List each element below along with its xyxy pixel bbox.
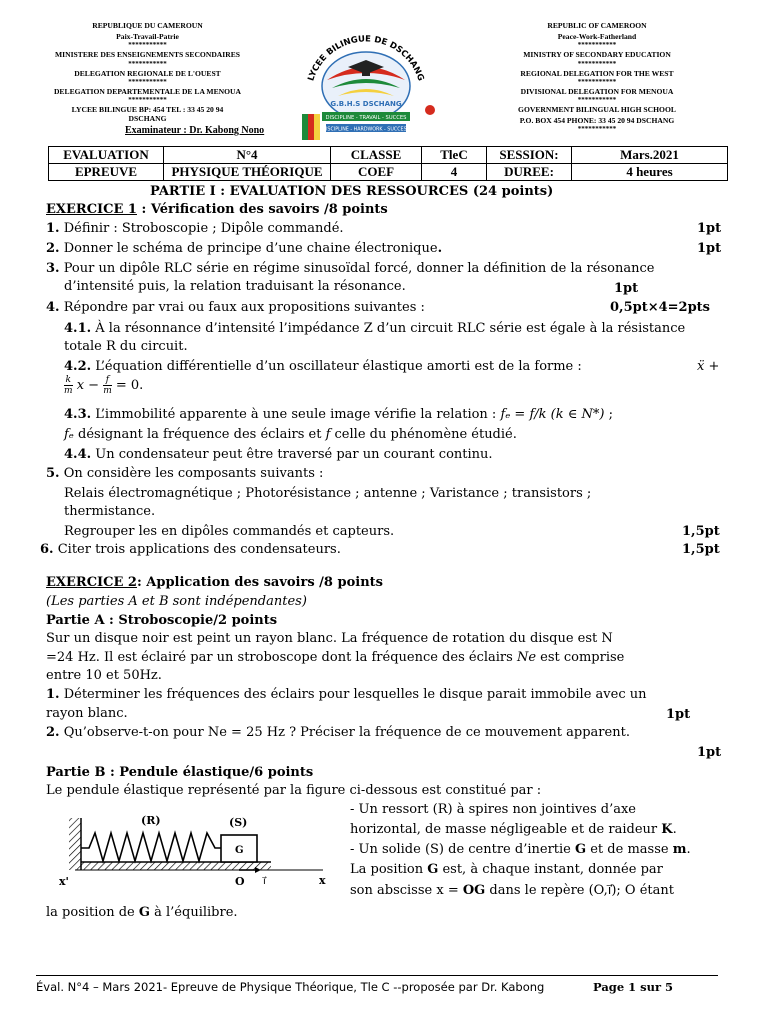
question-text: Qu’observe-t-on pour Ne = 25 Hz ? Préciser la fréquence de ce mouvement apparent.	[59, 725, 630, 740]
fraction-numerator: k	[65, 375, 71, 385]
equation-start: ẍ +	[697, 359, 720, 374]
fraction-k-over-m	[64, 375, 73, 396]
question-number: 4.1.	[64, 321, 92, 336]
symbol-g: G	[138, 905, 150, 920]
center-of-mass-label: G	[235, 845, 244, 856]
header-separator: ***********	[128, 77, 167, 86]
table-cell: SESSION:	[487, 147, 572, 164]
wall-hatching	[69, 818, 81, 870]
exercise-1-heading	[46, 201, 724, 219]
exercise-2-heading	[46, 574, 724, 592]
question-3-line-2: d’intensité puis, la relation traduisant la résonance.	[64, 279, 406, 294]
header-separator: ***********	[577, 41, 617, 50]
logo-ornament	[425, 105, 435, 115]
question-text: On considère les composants suivants :	[59, 466, 324, 481]
equation-end: = 0.	[115, 378, 144, 393]
differential-equation	[64, 375, 143, 396]
part-b-line-4	[350, 861, 724, 879]
header-line: LYCEE BILINGUE BP: 454 TEL : 33 45 20 94	[71, 105, 224, 115]
relation-formula: fₑ = f/k (k ∈ N*)	[500, 407, 605, 422]
section-title: PARTIE I : EVALUATION DES RESSOURCES (24 points)	[150, 184, 554, 199]
table-row	[49, 147, 728, 164]
question-text: Définir : Stroboscopie ; Dipôle commandé.	[59, 221, 344, 236]
logo-acronym: G.B.H.S DSCHANG	[330, 100, 402, 108]
question-4-4	[64, 446, 724, 464]
question-text: ;	[604, 407, 613, 422]
unit-vector-label: i⃗	[263, 876, 266, 887]
question-text: Un condensateur peut être traversé par un courant continu.	[91, 447, 493, 462]
points-badge: 1pt	[614, 281, 639, 296]
paragraph-text: La position	[350, 862, 428, 877]
points-badge: 1pt	[697, 221, 722, 236]
axis-left-label: x'	[59, 875, 69, 888]
graduation-cap-base	[362, 71, 370, 76]
table-cell: PHYSIQUE THÉORIQUE	[164, 164, 331, 181]
header-line: DIVISIONAL DELEGATION FOR MENOUA	[520, 86, 674, 96]
question-text: L’équation différentielle d’un oscillateur élastique amorti est de la forme :	[91, 359, 582, 374]
header-line: REPUBLIQUE DU CAMEROUN	[92, 21, 203, 30]
paragraph-text: son abscisse x =	[350, 883, 463, 898]
symbol-f: f	[325, 427, 331, 442]
question-4-3-line-2	[64, 426, 724, 444]
part-b-line-1: - Un ressort (R) à spires non jointives d’axe	[350, 802, 636, 817]
header-right	[482, 20, 712, 133]
paragraph-text: .	[672, 822, 677, 837]
paragraph-text: .	[686, 842, 691, 857]
question-5-components: Relais électromagnétique ; Photorésistance ; antenne ; Varistance ; transistors ;	[64, 486, 592, 501]
spring	[81, 833, 221, 861]
question-2	[46, 240, 724, 258]
exercise-note: (Les parties A et B sont indépendantes)	[46, 594, 307, 609]
question-text: À la résonnance d’intensité l’impédance Z d’un circuit RLC série est égale à la résistance	[91, 321, 686, 336]
fraction-denominator: m	[64, 386, 73, 396]
table-cell: Mars.2021	[572, 147, 728, 164]
part-b-line-6	[46, 904, 724, 922]
footer-divider	[36, 975, 718, 976]
header-line: DELEGATION REGIONALE DE L'OUEST	[74, 68, 221, 78]
question-text: L’immobilité apparente à une seule image vérifie la relation :	[91, 407, 501, 422]
flag-stripe-green	[302, 114, 308, 140]
points-badge: 1pt	[697, 241, 722, 256]
question-4-3	[64, 406, 724, 424]
question-number: 2.	[46, 241, 60, 256]
points-badge: 1pt	[697, 745, 722, 760]
logo-motto-fr: DISCIPLINE - TRAVAIL - SUCCES	[325, 115, 407, 121]
table-cell: 4	[422, 164, 487, 181]
header-line: DELEGATION DEPARTEMENTALE DE LA MENOUA	[53, 86, 242, 96]
question-1	[46, 220, 724, 238]
table-row	[49, 164, 728, 181]
header-separator: ***********	[128, 59, 167, 68]
question-number: 6.	[40, 542, 54, 557]
question-5-components-2: thermistance.	[64, 504, 156, 519]
header-line: Paix-Travail-Patrie	[116, 32, 179, 42]
paragraph-text: - Un solide (S) de centre d’inertie	[350, 842, 575, 857]
question-number: 4.3.	[64, 407, 92, 422]
paragraph-text: est, à chaque instant, donnée par	[438, 862, 663, 877]
points-badge: 1pt	[666, 707, 691, 722]
header-line: GOVERNMENT BILINGUAL HIGH SCHOOL	[518, 105, 676, 115]
part-b-intro: Le pendule élastique représenté par la figure ci-dessous est constitué par :	[46, 783, 542, 798]
header-line: Peace-Work-Fatherland	[557, 32, 637, 42]
table-cell: EVALUATION	[49, 147, 164, 164]
equation-middle: x −	[76, 378, 100, 393]
solid-label: (S)	[229, 816, 248, 829]
question-4-1	[64, 320, 724, 338]
fraction-f-over-m	[103, 375, 112, 396]
question-number: 3.	[46, 261, 60, 276]
question-6	[40, 541, 718, 559]
symbol-k: K	[661, 822, 673, 837]
question-a1-line-2: rayon blanc.	[46, 706, 128, 721]
table-cell: DUREE:	[487, 164, 572, 181]
table-cell: N°4	[164, 147, 331, 164]
question-text: désignant la fréquence des éclairs et	[73, 427, 326, 442]
exercise-label: EXERCICE 1	[46, 202, 137, 217]
table-cell: TleC	[422, 147, 487, 164]
paragraph-text: dans le repère (O,i⃗); O étant	[485, 883, 674, 898]
part-b-line-2	[350, 821, 724, 839]
part-b-line-3	[350, 841, 724, 859]
points-badge: 0,5pt×4=2pts	[610, 300, 711, 315]
question-5-instruction: Regrouper les en dipôles commandés et capteurs.	[64, 524, 395, 539]
symbol-g: G	[575, 842, 587, 857]
flag-stripe-yellow	[314, 114, 320, 140]
question-number: 1.	[46, 221, 60, 236]
flag-stripe-red	[308, 114, 314, 140]
exam-info-table	[48, 146, 728, 181]
exercise-title: : Application des savoirs /8 points	[136, 575, 383, 590]
header-line: DSCHANG	[128, 114, 167, 124]
spring-label: (R)	[141, 814, 161, 827]
question-5	[46, 465, 724, 483]
points-badge: 1,5pt	[682, 542, 720, 557]
question-a1	[46, 686, 724, 704]
part-a-line-1: Sur un disque noir est peint un rayon blanc. La fréquence de rotation du disque est N	[46, 631, 613, 646]
symbol-ne: Ne	[516, 650, 537, 665]
header-line: MINISTERE DES ENSEIGNEMENTS SECONDAIRES	[54, 50, 241, 60]
header-left	[20, 20, 275, 123]
question-4-2	[64, 358, 724, 376]
header-line: REPUBLIC OF CAMEROON	[547, 21, 647, 30]
part-b-line-5	[350, 882, 724, 900]
origin-label: O	[235, 875, 245, 888]
question-text: Citer trois applications des condensateurs.	[53, 542, 341, 557]
question-number: 5.	[46, 466, 60, 481]
part-a-line-2	[46, 649, 724, 667]
exercise-label: EXERCICE 2	[46, 575, 137, 590]
exercise-title: : Vérification des savoirs /8 points	[136, 202, 388, 217]
logo-motto-en: DISCIPLINE - HARDWORK - SUCCESS	[322, 127, 410, 133]
question-a2	[46, 724, 724, 742]
header-separator: ***********	[128, 96, 167, 105]
question-dot: .	[437, 241, 443, 256]
part-a-line-3: entre 10 et 50Hz.	[46, 668, 162, 683]
paragraph-text: la position de	[46, 905, 139, 920]
spring-pendulum-figure	[55, 806, 345, 890]
paragraph-text: à l’équilibre.	[150, 905, 238, 920]
question-text: celle du phénomène étudié.	[330, 427, 517, 442]
header-separator: ***********	[577, 77, 617, 86]
logo-arc-text: LYCEE BILINGUE DE DSCHANG	[306, 34, 426, 83]
paragraph-text: =24 Hz. Il est éclairé par un stroboscope dont la fréquence des éclairs	[46, 650, 517, 665]
header-separator: ***********	[577, 125, 617, 134]
footer-text: Éval. N°4 – Mars 2021- Epreuve de Physique Théorique, Tle C --proposée par Dr. Kabong	[36, 980, 545, 994]
part-b-title: Partie B : Pendule élastique/6 points	[46, 765, 314, 780]
examiner-name: Examinateur : Dr. Kabong Nono	[125, 125, 265, 136]
symbol-og: OG	[462, 883, 486, 898]
paragraph-text: et de masse	[586, 842, 673, 857]
table-cell: 4 heures	[572, 164, 728, 181]
question-number: 1.	[46, 687, 60, 702]
question-3	[46, 260, 724, 278]
floor-hatching	[81, 862, 271, 870]
question-text: Déterminer les fréquences des éclairs pour lesquelles le disque parait immobile avec un	[59, 687, 647, 702]
question-number: 2.	[46, 725, 60, 740]
header-line: REGIONAL DELEGATION FOR THE WEST	[520, 68, 674, 78]
header-line: MINISTRY OF SECONDARY EDUCATION	[523, 50, 671, 60]
axis-right-label: x	[319, 874, 326, 887]
part-a-title: Partie A : Stroboscopie/2 points	[46, 613, 278, 628]
question-number: 4.2.	[64, 359, 92, 374]
question-number: 4.4.	[64, 447, 92, 462]
header-separator: ***********	[128, 41, 167, 50]
symbol-g: G	[427, 862, 439, 877]
header-separator: ***********	[577, 59, 617, 68]
question-text: Donner le schéma de principe d’une chaine électronique	[59, 241, 438, 256]
question-4-1-line-2: totale R du circuit.	[64, 339, 188, 354]
header-line: P.O. BOX 454 PHONE: 33 45 20 94 DSCHANG	[519, 116, 675, 126]
page-number: Page 1 sur 5	[593, 980, 674, 994]
question-text: Répondre par vrai ou faux aux propositions suivantes :	[59, 300, 425, 315]
fraction-numerator: f	[103, 375, 112, 386]
table-cell: COEF	[331, 164, 422, 181]
paragraph-text: est comprise	[536, 650, 625, 665]
header-separator: ***********	[577, 96, 617, 105]
fraction-denominator: m	[103, 386, 112, 396]
points-badge: 1,5pt	[682, 524, 720, 539]
table-cell: EPREUVE	[49, 164, 164, 181]
table-cell: CLASSE	[331, 147, 422, 164]
symbol-m: m	[672, 842, 687, 857]
question-text: Pour un dipôle RLC série en régime sinusoïdal forcé, donner la définition de la résonance	[59, 261, 655, 276]
question-number: 4.	[46, 300, 60, 315]
school-logo-icon	[292, 14, 440, 148]
paragraph-text: horizontal, de masse négligeable et de raideur	[350, 822, 662, 837]
symbol-fe: fₑ	[64, 427, 74, 442]
